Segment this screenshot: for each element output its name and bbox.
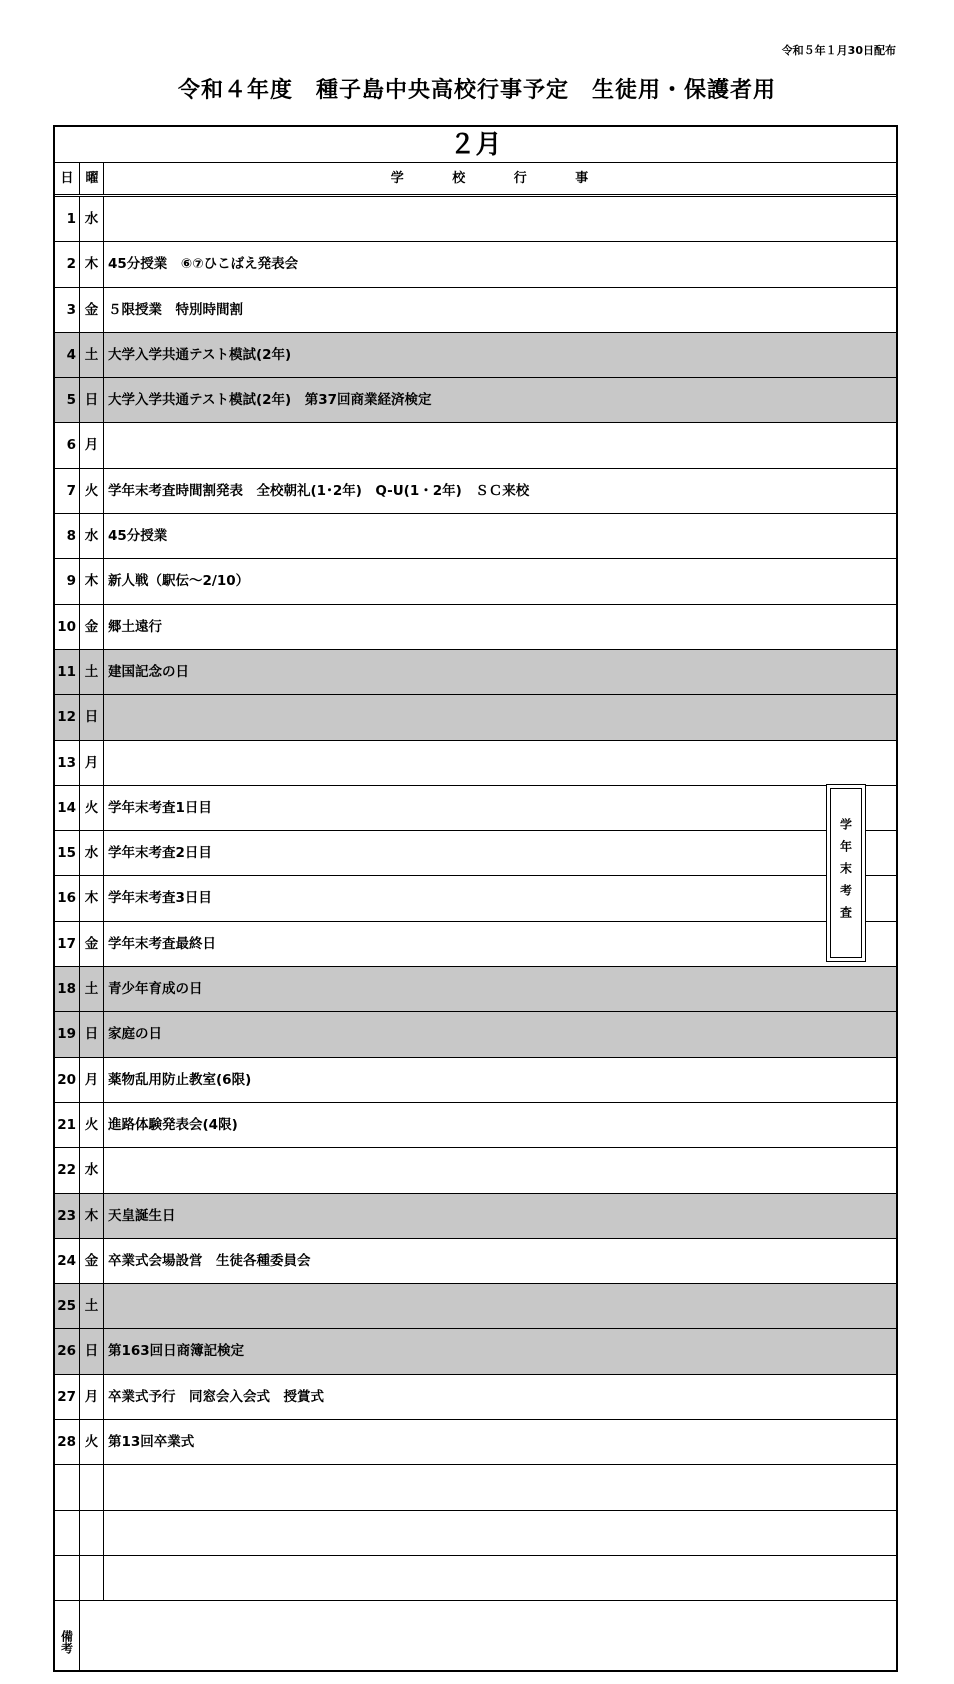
day-cell: 9 xyxy=(66,573,76,590)
table-row xyxy=(55,333,896,378)
day-cell: 12 xyxy=(57,709,76,726)
table-row xyxy=(55,1284,896,1329)
table-row xyxy=(55,605,896,650)
day-cell: 13 xyxy=(57,754,76,771)
schedule-rows xyxy=(55,197,896,1601)
event-cell: 卒業式予行 同窓会入会式 授賞式 xyxy=(103,1375,896,1419)
day-cell: 4 xyxy=(66,346,76,363)
table-row xyxy=(55,922,896,967)
event-cell: 45分授業 ⑥⑦ひこばえ発表会 xyxy=(103,242,896,286)
table-row xyxy=(55,695,896,740)
weekday-cell: 土 xyxy=(79,650,103,694)
day-cell: 25 xyxy=(57,1298,76,1315)
header-weekday: 曜 xyxy=(79,163,104,194)
event-cell: 学年末考査最終日 xyxy=(103,922,896,966)
header-day: 日 xyxy=(60,171,74,186)
event-cell: 建国記念の日 xyxy=(103,650,896,694)
day-cell: 27 xyxy=(57,1388,76,1405)
day-cell: 16 xyxy=(57,890,76,907)
table-row xyxy=(55,1148,896,1193)
event-cell: 家庭の日 xyxy=(103,1012,896,1056)
event-cell: 天皇誕生日 xyxy=(103,1194,896,1238)
day-cell: 26 xyxy=(57,1343,76,1360)
day-cell: 2 xyxy=(66,256,76,273)
event-cell: 第13回卒業式 xyxy=(103,1420,896,1464)
event-cell: 第163回日商簿記検定 xyxy=(103,1329,896,1373)
event-cell: 大学入学共通テスト模試(2年) 第37回商業経済検定 xyxy=(103,378,896,422)
weekday-cell: 月 xyxy=(79,1058,103,1102)
weekday-cell: 火 xyxy=(79,469,103,513)
event-cell: ５限授業 特別時間割 xyxy=(103,288,896,332)
event-cell: 学年末考査3日目 xyxy=(103,876,896,920)
weekday-cell: 月 xyxy=(79,741,103,785)
weekday-cell: 水 xyxy=(79,197,103,241)
weekday-cell: 土 xyxy=(79,333,103,377)
day-cell: 18 xyxy=(57,981,76,998)
day-cell: 3 xyxy=(66,301,76,318)
header-events: 学 校 行 事 xyxy=(103,163,897,194)
day-cell: 6 xyxy=(66,437,76,454)
event-cell: 学年末考査1日目 xyxy=(103,786,896,830)
table-row xyxy=(55,876,896,921)
weekday-cell: 木 xyxy=(79,876,103,920)
event-cell: 新人戦（駅伝～2/10） xyxy=(103,559,896,603)
weekday-cell: 月 xyxy=(79,423,103,467)
event-cell xyxy=(103,1284,896,1328)
table-row xyxy=(55,786,896,831)
table-row xyxy=(55,559,896,604)
weekday-cell: 日 xyxy=(79,378,103,422)
day-cell: 11 xyxy=(57,663,76,680)
table-row xyxy=(55,1058,896,1103)
table-row xyxy=(55,1511,896,1556)
weekday-cell: 火 xyxy=(79,1103,103,1147)
weekday-cell: 金 xyxy=(79,288,103,332)
table-row xyxy=(55,1420,896,1465)
day-cell: 22 xyxy=(57,1162,76,1179)
remarks-label: 備考 xyxy=(59,1630,74,1654)
weekday-cell: 木 xyxy=(79,242,103,286)
remarks-section xyxy=(55,1553,896,1670)
day-cell: 10 xyxy=(57,618,76,635)
event-cell: 学年末考査2日目 xyxy=(103,831,896,875)
table-row xyxy=(55,242,896,287)
exam-period-label: 学年末考査 xyxy=(838,818,853,928)
table-row xyxy=(55,1375,896,1420)
day-cell: 24 xyxy=(57,1252,76,1269)
table-row xyxy=(55,288,896,333)
event-cell xyxy=(103,741,896,785)
day-cell: 21 xyxy=(57,1116,76,1133)
weekday-cell: 土 xyxy=(79,1284,103,1328)
event-cell: 大学入学共通テスト模試(2年) xyxy=(103,333,896,377)
event-cell: 45分授業 xyxy=(103,514,896,558)
exam-period-marker xyxy=(826,784,866,962)
distribution-date: 令和５年１月30日配布 xyxy=(781,44,896,57)
weekday-cell xyxy=(79,1465,103,1509)
day-cell: 1 xyxy=(66,211,76,227)
event-cell: 卒業式会場設営 生徒各種委員会 xyxy=(103,1239,896,1283)
event-cell: 進路体験発表会(4限) xyxy=(103,1103,896,1147)
event-cell xyxy=(103,1148,896,1192)
table-row xyxy=(55,197,896,242)
day-cell: 8 xyxy=(66,528,76,545)
weekday-cell: 日 xyxy=(79,1329,103,1373)
weekday-cell: 金 xyxy=(79,1239,103,1283)
weekday-cell: 月 xyxy=(79,1375,103,1419)
weekday-cell: 火 xyxy=(79,1420,103,1464)
day-cell: 15 xyxy=(57,845,76,862)
event-cell xyxy=(103,695,896,739)
table-row xyxy=(55,1329,896,1374)
weekday-cell: 木 xyxy=(79,1194,103,1238)
schedule-table xyxy=(53,125,898,1672)
page-title: 令和４年度 種子島中央高校行事予定 生徒用・保護者用 xyxy=(177,78,776,103)
weekday-cell: 金 xyxy=(79,922,103,966)
weekday-cell: 日 xyxy=(79,695,103,739)
event-cell: 青少年育成の日 xyxy=(103,967,896,1011)
table-row xyxy=(55,1239,896,1284)
weekday-cell: 日 xyxy=(79,1012,103,1056)
day-cell: 23 xyxy=(57,1207,76,1224)
month-heading: ２月 xyxy=(55,127,896,163)
table-row xyxy=(55,423,896,468)
table-row xyxy=(55,1465,896,1510)
table-row xyxy=(55,469,896,514)
table-row xyxy=(55,650,896,695)
weekday-cell: 土 xyxy=(79,967,103,1011)
event-cell xyxy=(103,1511,896,1555)
event-cell: 郷土遠行 xyxy=(103,605,896,649)
day-cell: 20 xyxy=(57,1071,76,1088)
event-cell xyxy=(103,423,896,467)
weekday-cell: 火 xyxy=(79,786,103,830)
event-cell xyxy=(103,1465,896,1509)
weekday-cell: 金 xyxy=(79,605,103,649)
event-cell: 薬物乱用防止教室(6限) xyxy=(103,1058,896,1102)
day-cell: 5 xyxy=(66,392,76,409)
weekday-cell xyxy=(79,1511,103,1555)
day-cell: 17 xyxy=(57,935,76,952)
table-row xyxy=(55,378,896,423)
day-cell: 14 xyxy=(57,799,76,816)
day-cell xyxy=(55,1511,79,1555)
table-row xyxy=(55,741,896,786)
weekday-cell: 水 xyxy=(79,1148,103,1192)
table-row xyxy=(55,967,896,1012)
weekday-cell: 水 xyxy=(79,831,103,875)
table-header xyxy=(55,163,896,197)
remarks-body xyxy=(79,1553,896,1670)
table-row xyxy=(55,1194,896,1239)
table-row xyxy=(55,514,896,559)
weekday-cell: 水 xyxy=(79,514,103,558)
table-row xyxy=(55,1103,896,1148)
weekday-cell: 木 xyxy=(79,559,103,603)
day-cell: 7 xyxy=(66,482,76,499)
event-cell: 学年末考査時間割発表 全校朝礼(1･2年) Q-U(1・2年) ＳＣ来校 xyxy=(103,469,896,513)
day-cell: 19 xyxy=(57,1026,76,1043)
day-cell xyxy=(55,1465,79,1509)
table-row xyxy=(55,831,896,876)
table-row xyxy=(55,1012,896,1057)
day-cell: 28 xyxy=(57,1434,76,1451)
event-cell xyxy=(103,197,896,241)
exam-period-inner xyxy=(830,788,862,958)
